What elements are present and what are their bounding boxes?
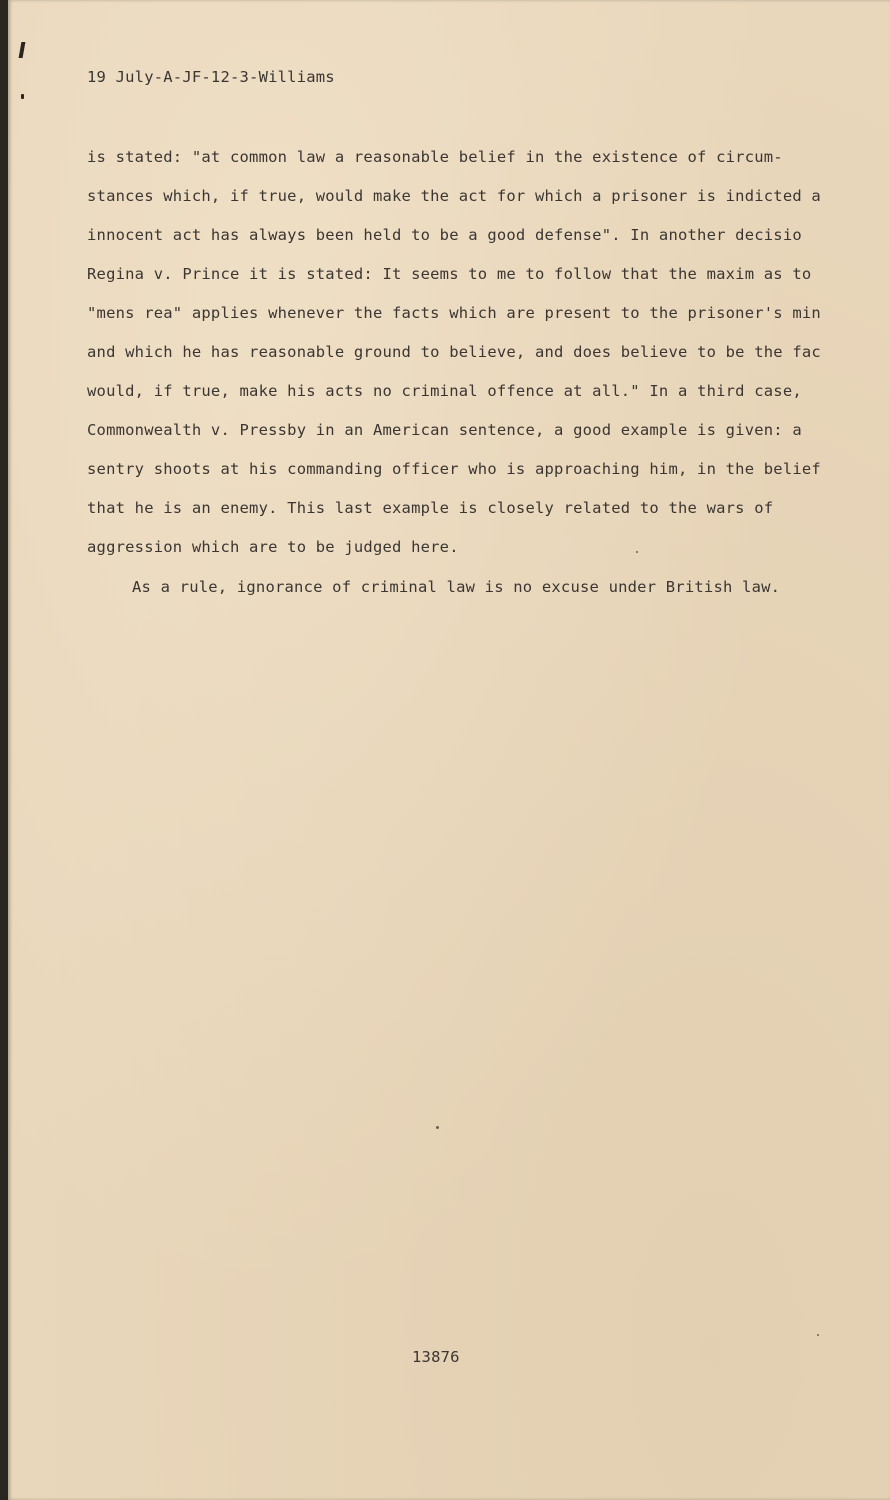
body-line: and which he has reasonable ground to believe, and does believe to be the fac — [87, 343, 821, 361]
body-line: innocent act has always been held to be a good defense". In another decisio — [87, 226, 802, 244]
binder-mark — [19, 42, 26, 58]
body-paragraph-2: As a rule, ignorance of criminal law is no excuse under British law. — [132, 578, 781, 596]
paper-speck — [817, 1334, 819, 1336]
binder-mark-small — [21, 94, 24, 99]
body-line: stances which, if true, would make the act for which a prisoner is indicted a — [87, 187, 821, 205]
body-line: is stated: "at common law a reasonable belief in the existence of circum- — [87, 148, 783, 166]
paper-speck — [636, 551, 638, 553]
document-page — [8, 0, 890, 1500]
body-line: "mens rea" applies whenever the facts which are present to the prisoner's min — [87, 304, 821, 322]
paper-speck — [436, 1126, 439, 1129]
body-line: Regina v. Prince it is stated: It seems to me to follow that the maxim as to — [87, 265, 812, 283]
body-line: that he is an enemy. This last example is closely related to the wars of — [87, 499, 774, 517]
body-line: sentry shoots at his commanding officer who is approaching him, in the belief — [87, 460, 821, 478]
body-line: would, if true, make his acts no criminal offence at all." In a third case, — [87, 382, 802, 400]
body-line: aggression which are to be judged here. — [87, 538, 459, 556]
page-number: 13876 — [412, 1348, 460, 1366]
body-line: Commonwealth v. Pressby in an American sentence, a good example is given: a — [87, 421, 802, 439]
document-header: 19 July-A-JF-12-3-Williams — [87, 68, 335, 86]
